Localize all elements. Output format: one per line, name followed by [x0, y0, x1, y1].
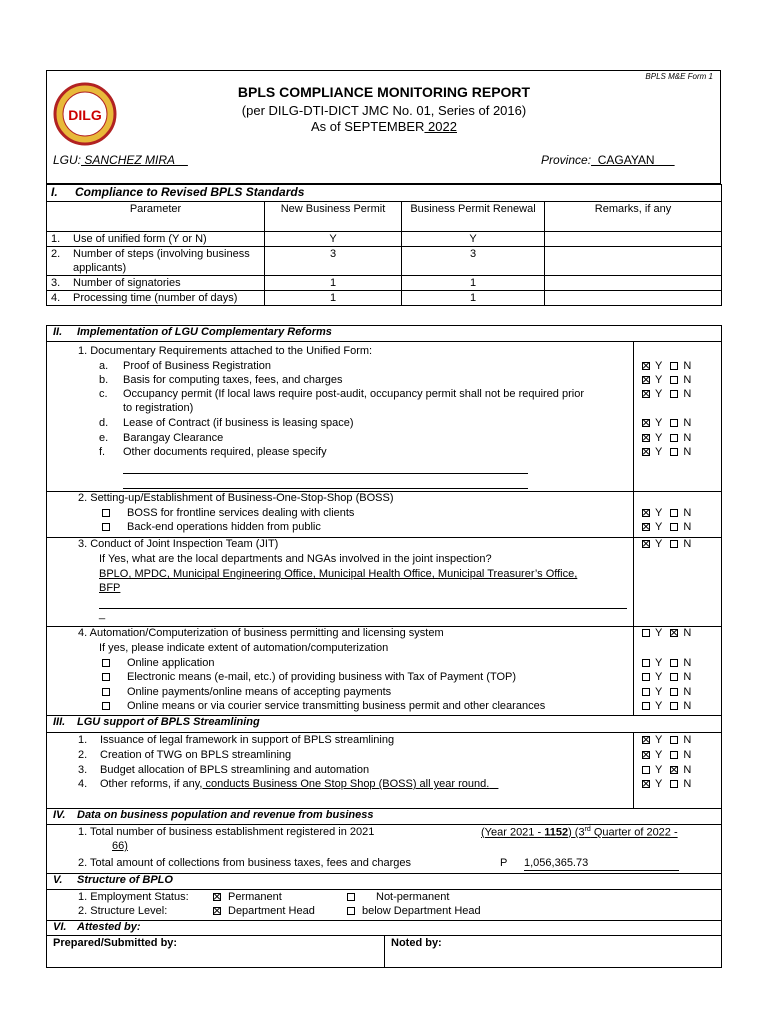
yes-no-label: N	[683, 764, 692, 776]
yes-no-label: Y	[655, 778, 663, 790]
yes-no-selector	[642, 749, 699, 763]
checkbox-yes[interactable]	[642, 509, 650, 517]
checkbox-yes[interactable]	[642, 448, 650, 456]
yes-no-label: Y	[655, 657, 663, 669]
province-line: Province: CAGAYAN	[541, 153, 675, 167]
checkbox[interactable]	[102, 523, 110, 531]
yes-no-label: N	[683, 374, 692, 386]
yes-no-label: N	[683, 521, 692, 533]
yes-no-label: N	[683, 507, 692, 519]
list-item: Electronic means (e-mail, etc.) of providing business with Tax of Payment (TOP)	[102, 671, 516, 685]
yes-no-label: Y	[655, 432, 663, 444]
table-row: 3. Number of signatories 1 1	[47, 276, 722, 291]
s2-item1: 1. Documentary Requirements attached to the Unified Form:	[78, 345, 373, 357]
checkbox-no[interactable]	[670, 509, 678, 517]
col-remarks: Remarks, if any	[545, 202, 722, 232]
list-item: e. Barangay Clearance	[99, 432, 224, 444]
checkbox-no[interactable]	[670, 688, 678, 696]
checkbox-yes[interactable]	[642, 362, 650, 370]
checkbox-no[interactable]	[670, 419, 678, 427]
section3-header: III. LGU support of BPLS Streamlining	[53, 716, 260, 728]
yes-no-label: Y	[655, 764, 663, 776]
yes-no-label: Y	[655, 521, 663, 533]
report-title: BPLS COMPLIANCE MONITORING REPORT	[237, 84, 531, 100]
list-item: Online payments/online means of accepting payments	[102, 686, 391, 700]
list-item: d. Lease of Contract (if business is leasing space)	[99, 417, 354, 429]
yes-no-label: Y	[655, 749, 663, 761]
list-item: 2. Creation of TWG on BPLS streamlining	[78, 749, 292, 761]
yes-no-selector	[642, 671, 699, 685]
list-item: BOSS for frontline services dealing with clients	[102, 507, 354, 521]
list-item: b. Basis for computing taxes, fees, and charges	[99, 374, 343, 386]
yes-no-selector	[642, 507, 699, 521]
checkbox-yes[interactable]	[642, 659, 650, 667]
list-item: c. Occupancy permit (If local laws require post-audit, occupancy permit shall not be required prior	[99, 388, 584, 400]
yes-no-selector	[642, 764, 699, 778]
list-item: Back-end operations hidden from public	[102, 521, 321, 535]
section2-header: II. Implementation of LGU Complementary Reforms	[53, 326, 332, 338]
yes-no-label: Y	[655, 446, 663, 458]
checkbox-department-head[interactable]	[213, 907, 221, 915]
checkbox-yes[interactable]	[642, 702, 650, 710]
yes-no-selector	[642, 778, 699, 792]
yes-no-label: N	[683, 671, 692, 683]
checkbox-no[interactable]	[670, 673, 678, 681]
yes-no-label: Y	[655, 671, 663, 683]
yes-no-label: N	[683, 627, 692, 639]
yes-no-label: Y	[655, 686, 663, 698]
form-number: BPLS M&E Form 1	[645, 72, 713, 81]
s2-item3-question: If Yes, what are the local departments and NGAs involved in the joint inspection?	[99, 553, 492, 565]
checkbox-yes[interactable]	[642, 673, 650, 681]
checkbox-no[interactable]	[670, 751, 678, 759]
s4-item1-value: (Year 2021 - 1152) (3rd Quarter of 2022 -	[481, 826, 678, 839]
s2-item3: 3. Conduct of Joint Inspection Team (JIT)	[78, 538, 279, 550]
section6-header: VI. Attested by:	[53, 921, 141, 933]
s4-item2: 2. Total amount of collections from business taxes, fees and charges	[78, 857, 412, 869]
yes-no-label: Y	[655, 538, 663, 550]
s4-item1: 1. Total number of business establishment registered in 2021	[78, 826, 375, 838]
s5-row1: 1. Employment Status:	[78, 891, 189, 903]
list-item: to registration)	[123, 402, 194, 414]
yes-no-selector	[642, 374, 699, 388]
checkbox-no[interactable]	[670, 540, 678, 548]
list-item: Online means or via courier service transmitting business permit and other clearances	[102, 700, 545, 714]
yes-no-label: N	[683, 388, 692, 400]
section1-table	[46, 184, 722, 306]
s2-item4: 4. Automation/Computerization of business permitting and licensing system	[78, 627, 444, 639]
noted-by-label: Noted by:	[391, 937, 442, 949]
section4-header: IV. Data on business population and revenue from business	[53, 809, 374, 821]
yes-no-label: N	[683, 657, 692, 669]
list-item: a. Proof of Business Registration	[99, 360, 271, 372]
yes-no-label: N	[683, 749, 692, 761]
yes-no-label: Y	[655, 734, 663, 746]
yes-no-selector	[642, 417, 699, 431]
yes-no-selector	[642, 538, 699, 552]
checkbox-yes[interactable]	[642, 736, 650, 744]
s5-row2: 2. Structure Level:	[78, 905, 168, 917]
yes-no-label: N	[683, 446, 692, 458]
checkbox-no[interactable]	[670, 766, 678, 774]
yes-no-selector	[642, 360, 699, 374]
s4-item2-p: P	[500, 857, 508, 869]
list-item: 1. Issuance of legal framework in support of BPLS streamlining	[78, 734, 395, 746]
yes-no-label: Y	[655, 627, 663, 639]
yes-no-label: Y	[655, 374, 663, 386]
s2-item4-question: If yes, please indicate extent of automation/computerization	[99, 642, 389, 654]
checkbox-no[interactable]	[670, 362, 678, 370]
list-item: Online application	[102, 657, 214, 671]
checkbox-yes[interactable]	[642, 751, 650, 759]
checkbox-no[interactable]	[670, 736, 678, 744]
s2-item3-answer-3: _	[99, 608, 106, 620]
section1-header: I. Compliance to Revised BPLS Standards	[47, 185, 722, 202]
s4-item2-value: 1,056,365.73	[524, 857, 679, 871]
checkbox-yes[interactable]	[642, 780, 650, 788]
yes-no-selector	[642, 446, 699, 460]
checkbox-no[interactable]	[670, 448, 678, 456]
yes-no-label: N	[683, 778, 692, 790]
yes-no-label: N	[683, 686, 692, 698]
yes-no-selector	[642, 700, 699, 714]
yes-no-label: Y	[655, 388, 663, 400]
yes-no-selector	[642, 521, 699, 535]
table-row: 1. Use of unified form (Y or N) Y Y	[47, 232, 722, 247]
checkbox-yes[interactable]	[642, 390, 650, 398]
yes-no-selector	[642, 627, 699, 641]
yes-no-selector	[642, 432, 699, 446]
checkbox-yes[interactable]	[642, 376, 650, 384]
col-renewal: Business Permit Renewal	[402, 202, 545, 232]
checkbox-yes[interactable]	[642, 766, 650, 774]
yes-no-label: N	[683, 734, 692, 746]
s2-item3-answer-2: BFP	[99, 582, 121, 594]
yes-no-label: N	[683, 360, 692, 372]
checkbox-no[interactable]	[670, 434, 678, 442]
checkbox-yes[interactable]	[642, 540, 650, 548]
checkbox-permanent[interactable]	[213, 893, 221, 901]
yes-no-selector	[642, 734, 699, 748]
checkbox-no[interactable]	[670, 659, 678, 667]
section5-header: V. Structure of BPLO	[53, 874, 173, 886]
prepared-by-label: Prepared/Submitted by:	[53, 937, 178, 949]
yes-no-selector	[642, 686, 699, 700]
checkbox[interactable]	[102, 688, 110, 696]
yes-no-label: N	[683, 432, 692, 444]
report-subtitle: (per DILG-DTI-DICT JMC No. 01, Series of 2016)	[241, 103, 527, 118]
checkbox[interactable]	[102, 659, 110, 667]
checkbox-not-permanent[interactable]	[347, 893, 355, 901]
table-row: 2. Number of steps (involving business applicants) 3 3	[47, 247, 722, 276]
checkbox-below-department-head[interactable]	[347, 907, 355, 915]
checkbox-yes[interactable]	[642, 629, 650, 637]
list-item: f. Other documents required, please specify	[99, 446, 327, 458]
yes-no-label: N	[683, 700, 692, 712]
checkbox-no[interactable]	[670, 523, 678, 531]
yes-no-selector	[642, 388, 699, 402]
yes-no-label: N	[683, 417, 692, 429]
s2-item3-answer: BPLO, MPDC, Municipal Engineering Office, Municipal Health Office, Municipal Treasurer’s Office,	[99, 568, 578, 580]
lgu-line: LGU: SANCHEZ MIRA	[53, 153, 188, 167]
checkbox-yes[interactable]	[642, 434, 650, 442]
checkbox-yes[interactable]	[642, 688, 650, 696]
checkbox[interactable]	[102, 509, 110, 517]
checkbox[interactable]	[102, 702, 110, 710]
checkbox-yes[interactable]	[642, 523, 650, 531]
s4-item1-value-2: 66)	[112, 840, 128, 852]
yes-no-selector	[642, 657, 699, 671]
checkbox-no[interactable]	[670, 390, 678, 398]
report-as-of: As of SEPTEMBER 2022	[311, 119, 457, 134]
logo-text: DILG	[68, 107, 102, 123]
checkbox[interactable]	[102, 673, 110, 681]
col-new: New Business Permit	[265, 202, 402, 232]
checkbox-no[interactable]	[670, 780, 678, 788]
table-row: 4. Processing time (number of days) 1 1	[47, 291, 722, 306]
yes-no-label: Y	[655, 360, 663, 372]
yes-no-label: Y	[655, 700, 663, 712]
s2-item2: 2. Setting-up/Establishment of Business-One-Stop-Shop (BOSS)	[78, 492, 394, 504]
yes-no-label: Y	[655, 417, 663, 429]
list-item: 3. Budget allocation of BPLS streamlining and automation	[78, 764, 370, 776]
checkbox-no[interactable]	[670, 376, 678, 384]
checkbox-no[interactable]	[670, 702, 678, 710]
checkbox-yes[interactable]	[642, 419, 650, 427]
col-parameter: Parameter	[47, 202, 265, 232]
yes-no-label: N	[683, 538, 692, 550]
checkbox-no[interactable]	[670, 629, 678, 637]
yes-no-label: Y	[655, 507, 663, 519]
list-item: 4. Other reforms, if any, conducts Business One Stop Shop (BOSS) all year round.	[78, 778, 490, 790]
